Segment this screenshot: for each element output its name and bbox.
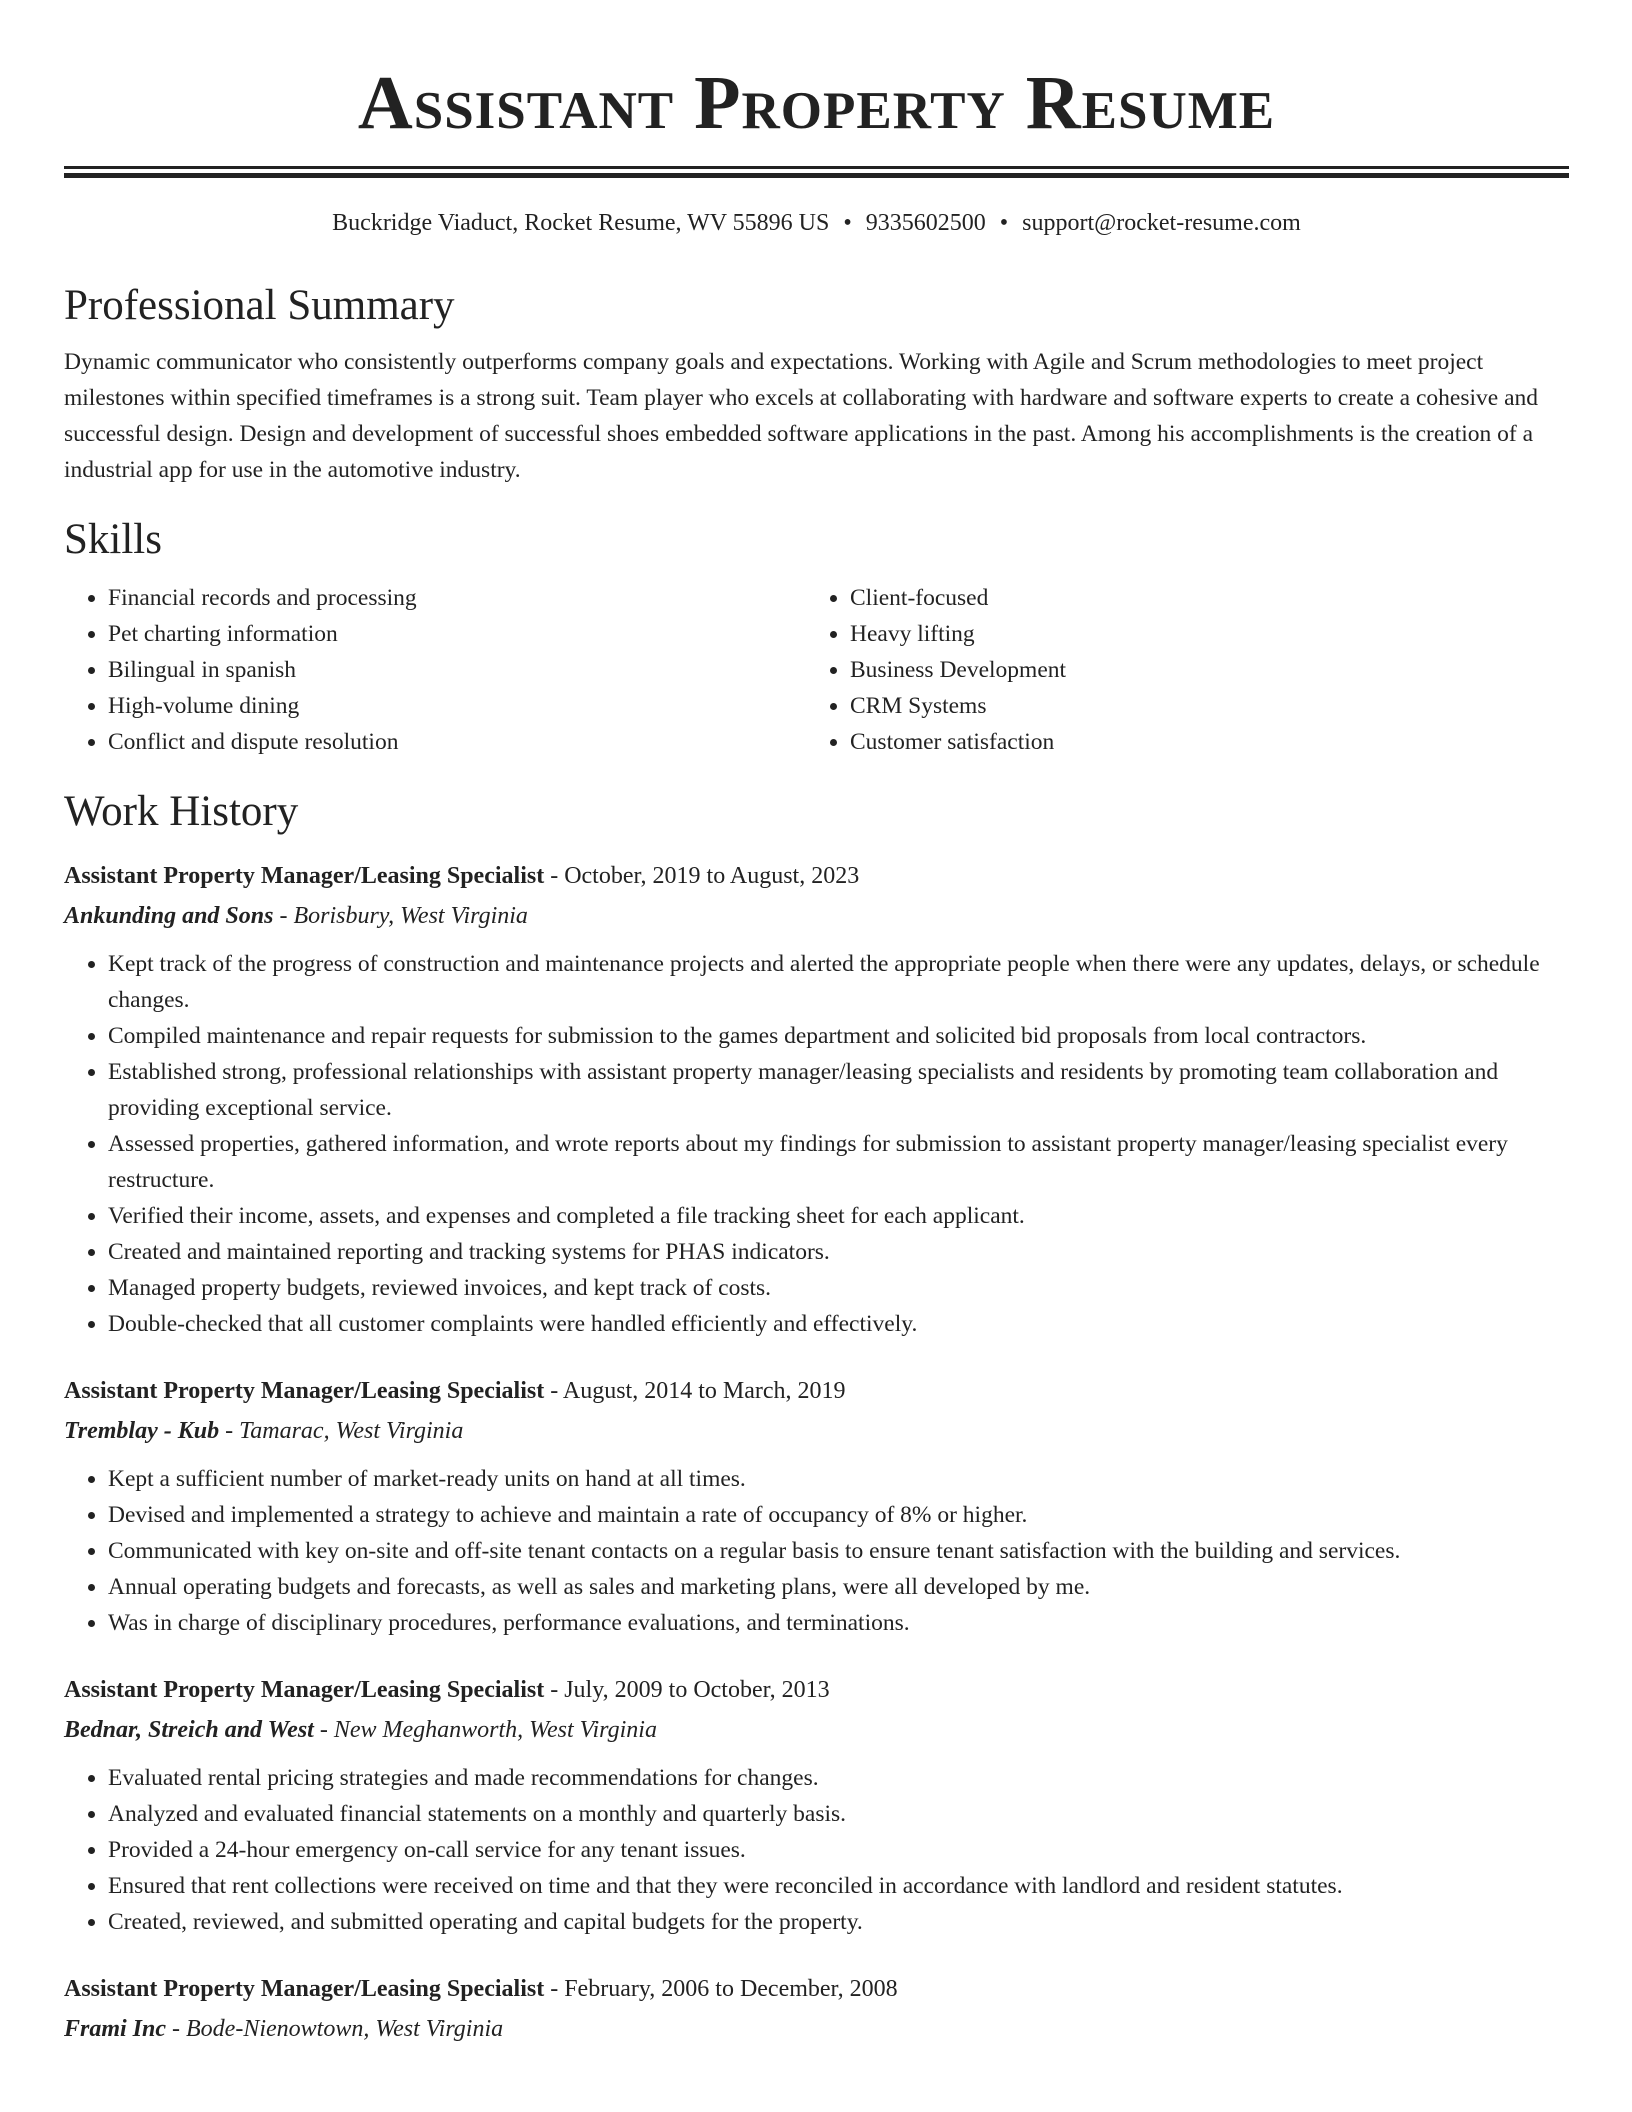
- job-bullets: [64, 1461, 1569, 1641]
- job-bullet: • Verified their income, assets, and expenses and completed a file tracking sheet for each applicant.: [108, 1198, 1569, 1234]
- skill-item: • Client-focused: [850, 580, 1066, 616]
- skill-item: • Conflict and dispute resolution: [108, 724, 806, 760]
- skill-item: • Financial records and processing: [108, 580, 806, 616]
- job-dates: - July, 2009 to October, 2013: [544, 1677, 830, 1703]
- skill-item: • Pet charting information: [108, 616, 806, 652]
- job-bullet: • Double-checked that all customer complaints were handled efficiently and effectively.: [108, 1306, 1569, 1342]
- job-entry: [64, 1674, 1569, 1940]
- job-bullet: • Managed property budgets, reviewed invoices, and kept track of costs.: [108, 1270, 1569, 1306]
- skills-list-right: [806, 580, 1066, 760]
- skill-item: • Business Development: [850, 652, 1066, 688]
- job-location: - Bode-Nienowtown, West Virginia: [166, 2016, 504, 2042]
- job-bullet: • Devised and implemented a strategy to achieve and maintain a rate of occupancy of 8% or higher.: [108, 1497, 1569, 1533]
- job-bullet: • Established strong, professional relationships with assistant property manager/leasing specialists and residents by promoting team collaboration and providing exceptional service.: [108, 1054, 1569, 1126]
- job-entry: [64, 860, 1569, 1342]
- contact-separator: •: [843, 210, 852, 236]
- job-role: Assistant Property Manager/Leasing Specialist: [64, 1976, 545, 2002]
- job-location: - Tamarac, West Virginia: [219, 1418, 464, 1444]
- job-company: Tremblay - Kub: [64, 1418, 220, 1444]
- job-bullet: • Compiled maintenance and repair requests for submission to the games department and solicited bid proposals from local contractors.: [108, 1018, 1569, 1054]
- skill-item: • Heavy lifting: [850, 616, 1066, 652]
- contact-email: support@rocket-resume.com: [1022, 210, 1301, 236]
- job-company: Bednar, Streich and West: [64, 1717, 314, 1743]
- job-bullets: [64, 946, 1569, 1342]
- contact-address: Buckridge Viaduct, Rocket Resume, WV 55896 US: [332, 210, 830, 236]
- job-bullet: • Kept track of the progress of construction and maintenance projects and alerted the appropriate people when there were any updates, delays, or schedule changes.: [108, 946, 1569, 1018]
- job-company: Frami Inc: [64, 2016, 167, 2042]
- job-dates: - October, 2019 to August, 2023: [544, 863, 860, 889]
- contact-line: [64, 208, 1569, 238]
- summary-heading: Professional Summary: [64, 282, 455, 329]
- job-bullet: • Kept a sufficient number of market-ready units on hand at all times.: [108, 1461, 1569, 1497]
- job-role: Assistant Property Manager/Leasing Specialist: [64, 1378, 545, 1404]
- contact-phone: 9335602500: [865, 210, 986, 236]
- job-bullet: • Evaluated rental pricing strategies and made recommendations for changes.: [108, 1760, 1569, 1796]
- job-title-line: [64, 1674, 1569, 1706]
- job-bullet: • Ensured that rent collections were received on time and that they were reconciled in accordance with landlord and resident statutes.: [108, 1868, 1569, 1904]
- job-location: - New Meghanworth, West Virginia: [313, 1717, 657, 1743]
- job-bullets: [64, 1760, 1569, 1940]
- skill-item: • High-volume dining: [108, 688, 806, 724]
- resume-page: [64, 0, 1569, 2045]
- skills-list-left: [64, 580, 806, 760]
- job-role: Assistant Property Manager/Leasing Specialist: [64, 863, 545, 889]
- skill-item: • CRM Systems: [850, 688, 1066, 724]
- job-role: Assistant Property Manager/Leasing Specialist: [64, 1677, 545, 1703]
- job-entry: [64, 1973, 1569, 2045]
- job-title-line: [64, 1973, 1569, 2005]
- job-bullet: • Assessed properties, gathered information, and wrote reports about my findings for submission to assistant property manager/leasing specialist every restructure.: [108, 1126, 1569, 1198]
- job-bullet: • Annual operating budgets and forecasts, as well as sales and marketing plans, were all developed by me.: [108, 1569, 1569, 1605]
- job-bullet: • Analyzed and evaluated financial statements on a monthly and quarterly basis.: [108, 1796, 1569, 1832]
- skill-item: • Bilingual in spanish: [108, 652, 806, 688]
- job-company-line: [64, 2013, 1569, 2045]
- job-company-line: [64, 1714, 1569, 1746]
- job-bullet: • Created and maintained reporting and tracking systems for PHAS indicators.: [108, 1234, 1569, 1270]
- job-company-line: [64, 900, 1569, 932]
- job-dates: - August, 2014 to March, 2019: [544, 1378, 846, 1404]
- job-title-line: [64, 860, 1569, 892]
- contact-separator: •: [999, 210, 1009, 236]
- job-dates: - February, 2006 to December, 2008: [544, 1976, 898, 2002]
- job-company: Ankunding and Sons: [64, 903, 274, 929]
- job-company-line: [64, 1415, 1569, 1447]
- job-title-line: [64, 1375, 1569, 1407]
- work-history-heading: Work History: [64, 788, 299, 835]
- job-bullet: • Provided a 24-hour emergency on-call service for any tenant issues.: [108, 1832, 1569, 1868]
- job-location: - Borisbury, West Virginia: [273, 903, 528, 929]
- skills-heading: Skills: [64, 516, 162, 563]
- title-double-rule: [64, 166, 1569, 178]
- job-entry: [64, 1375, 1569, 1641]
- skill-item: • Customer satisfaction: [850, 724, 1066, 760]
- resume-title: Assistant Property Resume: [357, 61, 1276, 145]
- job-bullet: • Communicated with key on-site and off-site tenant contacts on a regular basis to ensure tenant satisfaction with the building and services.: [108, 1533, 1569, 1569]
- job-bullet: • Was in charge of disciplinary procedures, performance evaluations, and terminations.: [108, 1605, 1569, 1641]
- job-bullet: • Created, reviewed, and submitted operating and capital budgets for the property.: [108, 1904, 1569, 1940]
- summary-text: Dynamic communicator who consistently outperforms company goals and expectations. Working with Agile and Scrum methodologies to meet project milestones within specified timeframes is a strong suit. Team player who excels at collaborating with hardware and software experts to create a cohesive and successful design. Design and development of successful shoes embedded software applications in the past. Among his accomplishments is the creation of a industrial app for use in the automotive industry.: [64, 349, 1539, 483]
- skills-columns: [64, 580, 1569, 760]
